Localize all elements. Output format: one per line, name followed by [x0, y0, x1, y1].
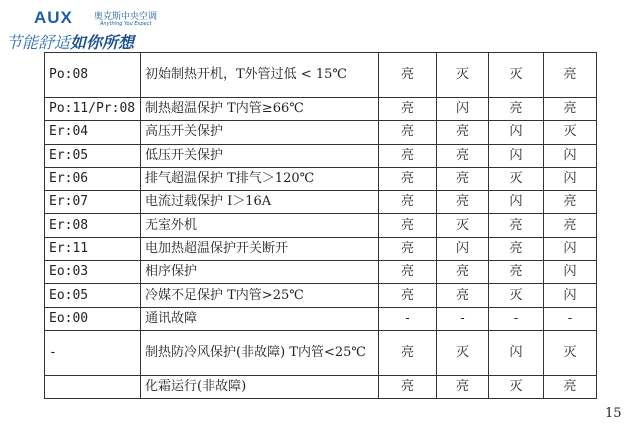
led-status-cell: 亮 — [544, 375, 597, 398]
led-status-cell: 闪 — [437, 98, 489, 121]
description-cell: 制热防冷风保护(非故障) T内管<25℃ — [141, 330, 379, 375]
led-status-cell: 闪 — [544, 144, 597, 167]
led-status-cell: 亮 — [544, 53, 597, 98]
led-status-cell: 闪 — [544, 167, 597, 190]
led-status-cell: 亮 — [379, 191, 437, 214]
description-cell: 高压开关保护 — [141, 121, 379, 144]
led-status-cell: 亮 — [437, 167, 489, 190]
led-status-cell: 亮 — [437, 191, 489, 214]
led-status-cell: 亮 — [489, 237, 544, 260]
table-row — [45, 98, 597, 121]
led-status-cell: 亮 — [379, 214, 437, 237]
led-status-cell: 亮 — [379, 98, 437, 121]
led-status-cell: 闪 — [489, 144, 544, 167]
led-status-cell: 灭 — [489, 53, 544, 98]
fault-code-cell — [45, 375, 141, 398]
led-status-cell: 闪 — [437, 237, 489, 260]
fault-code-cell: Er:11 — [45, 237, 141, 260]
led-status-cell: 灭 — [544, 330, 597, 375]
led-status-cell: 亮 — [437, 375, 489, 398]
description-cell: 制热超温保护 T内管≥66℃ — [141, 98, 379, 121]
table-row — [45, 261, 597, 284]
led-status-cell: 亮 — [489, 98, 544, 121]
description-cell: 冷媒不足保护 T内管>25℃ — [141, 284, 379, 307]
table-row — [45, 121, 597, 144]
fault-code-cell: Er:04 — [45, 121, 141, 144]
led-status-cell: 亮 — [489, 261, 544, 284]
led-status-cell: 灭 — [544, 121, 597, 144]
fault-code-table — [44, 52, 597, 399]
led-status-cell: 灭 — [437, 53, 489, 98]
logo-brand: AUX — [34, 8, 73, 27]
led-status-cell: - — [544, 307, 597, 330]
table-row — [45, 237, 597, 260]
led-status-cell: 灭 — [489, 375, 544, 398]
table-row — [45, 330, 597, 375]
fault-code-cell: Eo:00 — [45, 307, 141, 330]
fault-code-cell: Er:06 — [45, 167, 141, 190]
led-status-cell: 闪 — [489, 191, 544, 214]
led-status-cell: 闪 — [489, 330, 544, 375]
led-status-cell: 亮 — [379, 375, 437, 398]
led-status-cell: 亮 — [379, 330, 437, 375]
led-status-cell: 亮 — [379, 53, 437, 98]
table-row — [45, 144, 597, 167]
table-row — [45, 375, 597, 398]
led-status-cell: 亮 — [379, 144, 437, 167]
description-cell: 化霜运行(非故障) — [141, 375, 379, 398]
description-cell: 低压开关保护 — [141, 144, 379, 167]
led-status-cell: 亮 — [544, 214, 597, 237]
led-status-cell: 灭 — [437, 214, 489, 237]
led-status-cell: 亮 — [379, 167, 437, 190]
fault-code-cell: Er:05 — [45, 144, 141, 167]
led-status-cell: 亮 — [544, 191, 597, 214]
slogan-part-b: 如你所想 — [70, 33, 135, 52]
led-status-cell: 亮 — [544, 98, 597, 121]
fault-code-cell: Eo:05 — [45, 284, 141, 307]
led-status-cell: 亮 — [437, 121, 489, 144]
fault-code-cell: Po:11/Pr:08 — [45, 98, 141, 121]
led-status-cell: 亮 — [489, 214, 544, 237]
fault-code-cell: Eo:03 — [45, 261, 141, 284]
led-status-cell: - — [437, 307, 489, 330]
led-status-cell: 灭 — [437, 330, 489, 375]
slogan-part-a: 节能舒适 — [6, 33, 71, 52]
table-row — [45, 307, 597, 330]
led-status-cell: 闪 — [544, 237, 597, 260]
description-cell: 排气超温保护 T排气＞120℃ — [141, 167, 379, 190]
description-cell: 相序保护 — [141, 261, 379, 284]
fault-code-cell: Er:08 — [45, 214, 141, 237]
description-cell: 电流过载保护 I＞16A — [141, 191, 379, 214]
description-cell: 通讯故障 — [141, 307, 379, 330]
fault-code-table-container — [44, 52, 596, 399]
led-status-cell: 亮 — [437, 144, 489, 167]
led-status-cell: 灭 — [489, 284, 544, 307]
table-row — [45, 53, 597, 98]
page-number: 15 — [605, 406, 622, 421]
description-cell: 初始制热开机，T外管过低 < 15℃ — [141, 53, 379, 98]
led-status-cell: 灭 — [489, 167, 544, 190]
aux-logo — [4, 6, 214, 50]
fault-code-cell: Po:08 — [45, 53, 141, 98]
led-status-cell: - — [489, 307, 544, 330]
fault-code-cell: Er:07 — [45, 191, 141, 214]
table-row — [45, 214, 597, 237]
logo-slogan — [6, 30, 134, 53]
led-status-cell: 亮 — [437, 261, 489, 284]
logo-chinese-name: 奥克斯中央空调 — [94, 12, 158, 22]
table-row — [45, 167, 597, 190]
fault-code-cell: - — [45, 330, 141, 375]
led-status-cell: - — [379, 307, 437, 330]
led-status-cell: 亮 — [437, 284, 489, 307]
led-status-cell: 闪 — [544, 261, 597, 284]
description-cell: 无室外机 — [141, 214, 379, 237]
led-status-cell: 闪 — [489, 121, 544, 144]
led-status-cell: 亮 — [379, 237, 437, 260]
table-row — [45, 284, 597, 307]
led-status-cell: 亮 — [379, 261, 437, 284]
led-status-cell: 亮 — [379, 121, 437, 144]
description-cell: 电加热超温保护开关断开 — [141, 237, 379, 260]
logo-english-tagline: Anything You Expect — [100, 21, 152, 27]
led-status-cell: 闪 — [544, 284, 597, 307]
led-status-cell: 亮 — [379, 284, 437, 307]
table-row — [45, 191, 597, 214]
